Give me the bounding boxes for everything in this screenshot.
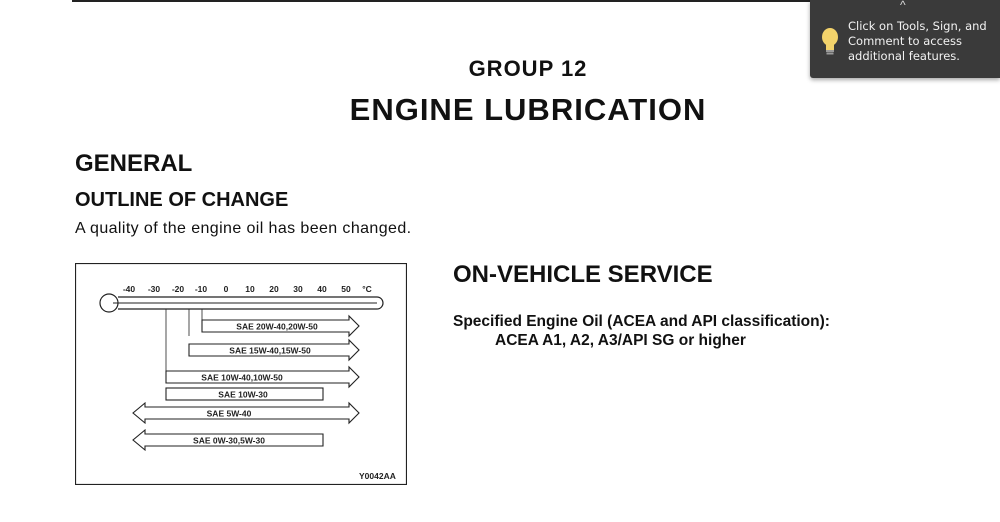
spec-heading: Specified Engine Oil (ACEA and API classification): <box>453 313 830 330</box>
temp-tick: 40 <box>317 284 327 294</box>
temp-tick: 30 <box>293 284 303 294</box>
viscosity-bar-10w30 <box>166 388 323 400</box>
lightbulb-icon <box>820 26 840 56</box>
temp-tick: 50 <box>341 284 351 294</box>
bar-label: SAE 5W-40 <box>206 408 252 419</box>
bar-label: SAE 20W-40,20W-50 <box>236 321 318 332</box>
temp-tick: -10 <box>194 284 208 294</box>
temp-tick: -40 <box>122 284 136 294</box>
temp-tick: 0 <box>223 284 229 294</box>
thermometer <box>100 294 383 312</box>
page-title: ENGINE LUBRICATION <box>349 92 707 127</box>
temp-tick: -30 <box>147 284 161 294</box>
group-label: GROUP 12 <box>468 56 588 81</box>
oil-viscosity-figure <box>75 263 407 485</box>
bar-label: SAE 0W-30,5W-30 <box>193 435 265 446</box>
section-heading-service: ON-VEHICLE SERVICE <box>453 261 713 288</box>
collapse-chevron-icon[interactable]: ^ <box>900 0 906 12</box>
section-heading-general: GENERAL <box>75 150 193 177</box>
temp-tick: 20 <box>269 284 279 294</box>
tools-hint-tooltip[interactable] <box>810 0 1000 78</box>
bar-label: SAE 15W-40,15W-50 <box>229 345 311 356</box>
bar-label: SAE 10W-40,10W-50 <box>201 372 283 383</box>
temp-tick: 10 <box>245 284 255 294</box>
temp-tick: °C <box>362 284 372 294</box>
figure-code: Y0042AA <box>359 471 396 481</box>
spec-value: ACEA A1, A2, A3/API SG or higher <box>495 332 746 349</box>
top-rule <box>72 0 824 2</box>
temp-tick: -20 <box>171 284 185 294</box>
oil-viscosity-chart <box>75 263 407 485</box>
bar-label: SAE 10W-30 <box>218 389 268 400</box>
tooltip-text: Click on Tools, Sign, and Comment to access additional features. <box>848 19 987 63</box>
subsection-heading-outline: OUTLINE OF CHANGE <box>75 189 289 211</box>
outline-text: A quality of the engine oil has been changed. <box>75 220 412 237</box>
